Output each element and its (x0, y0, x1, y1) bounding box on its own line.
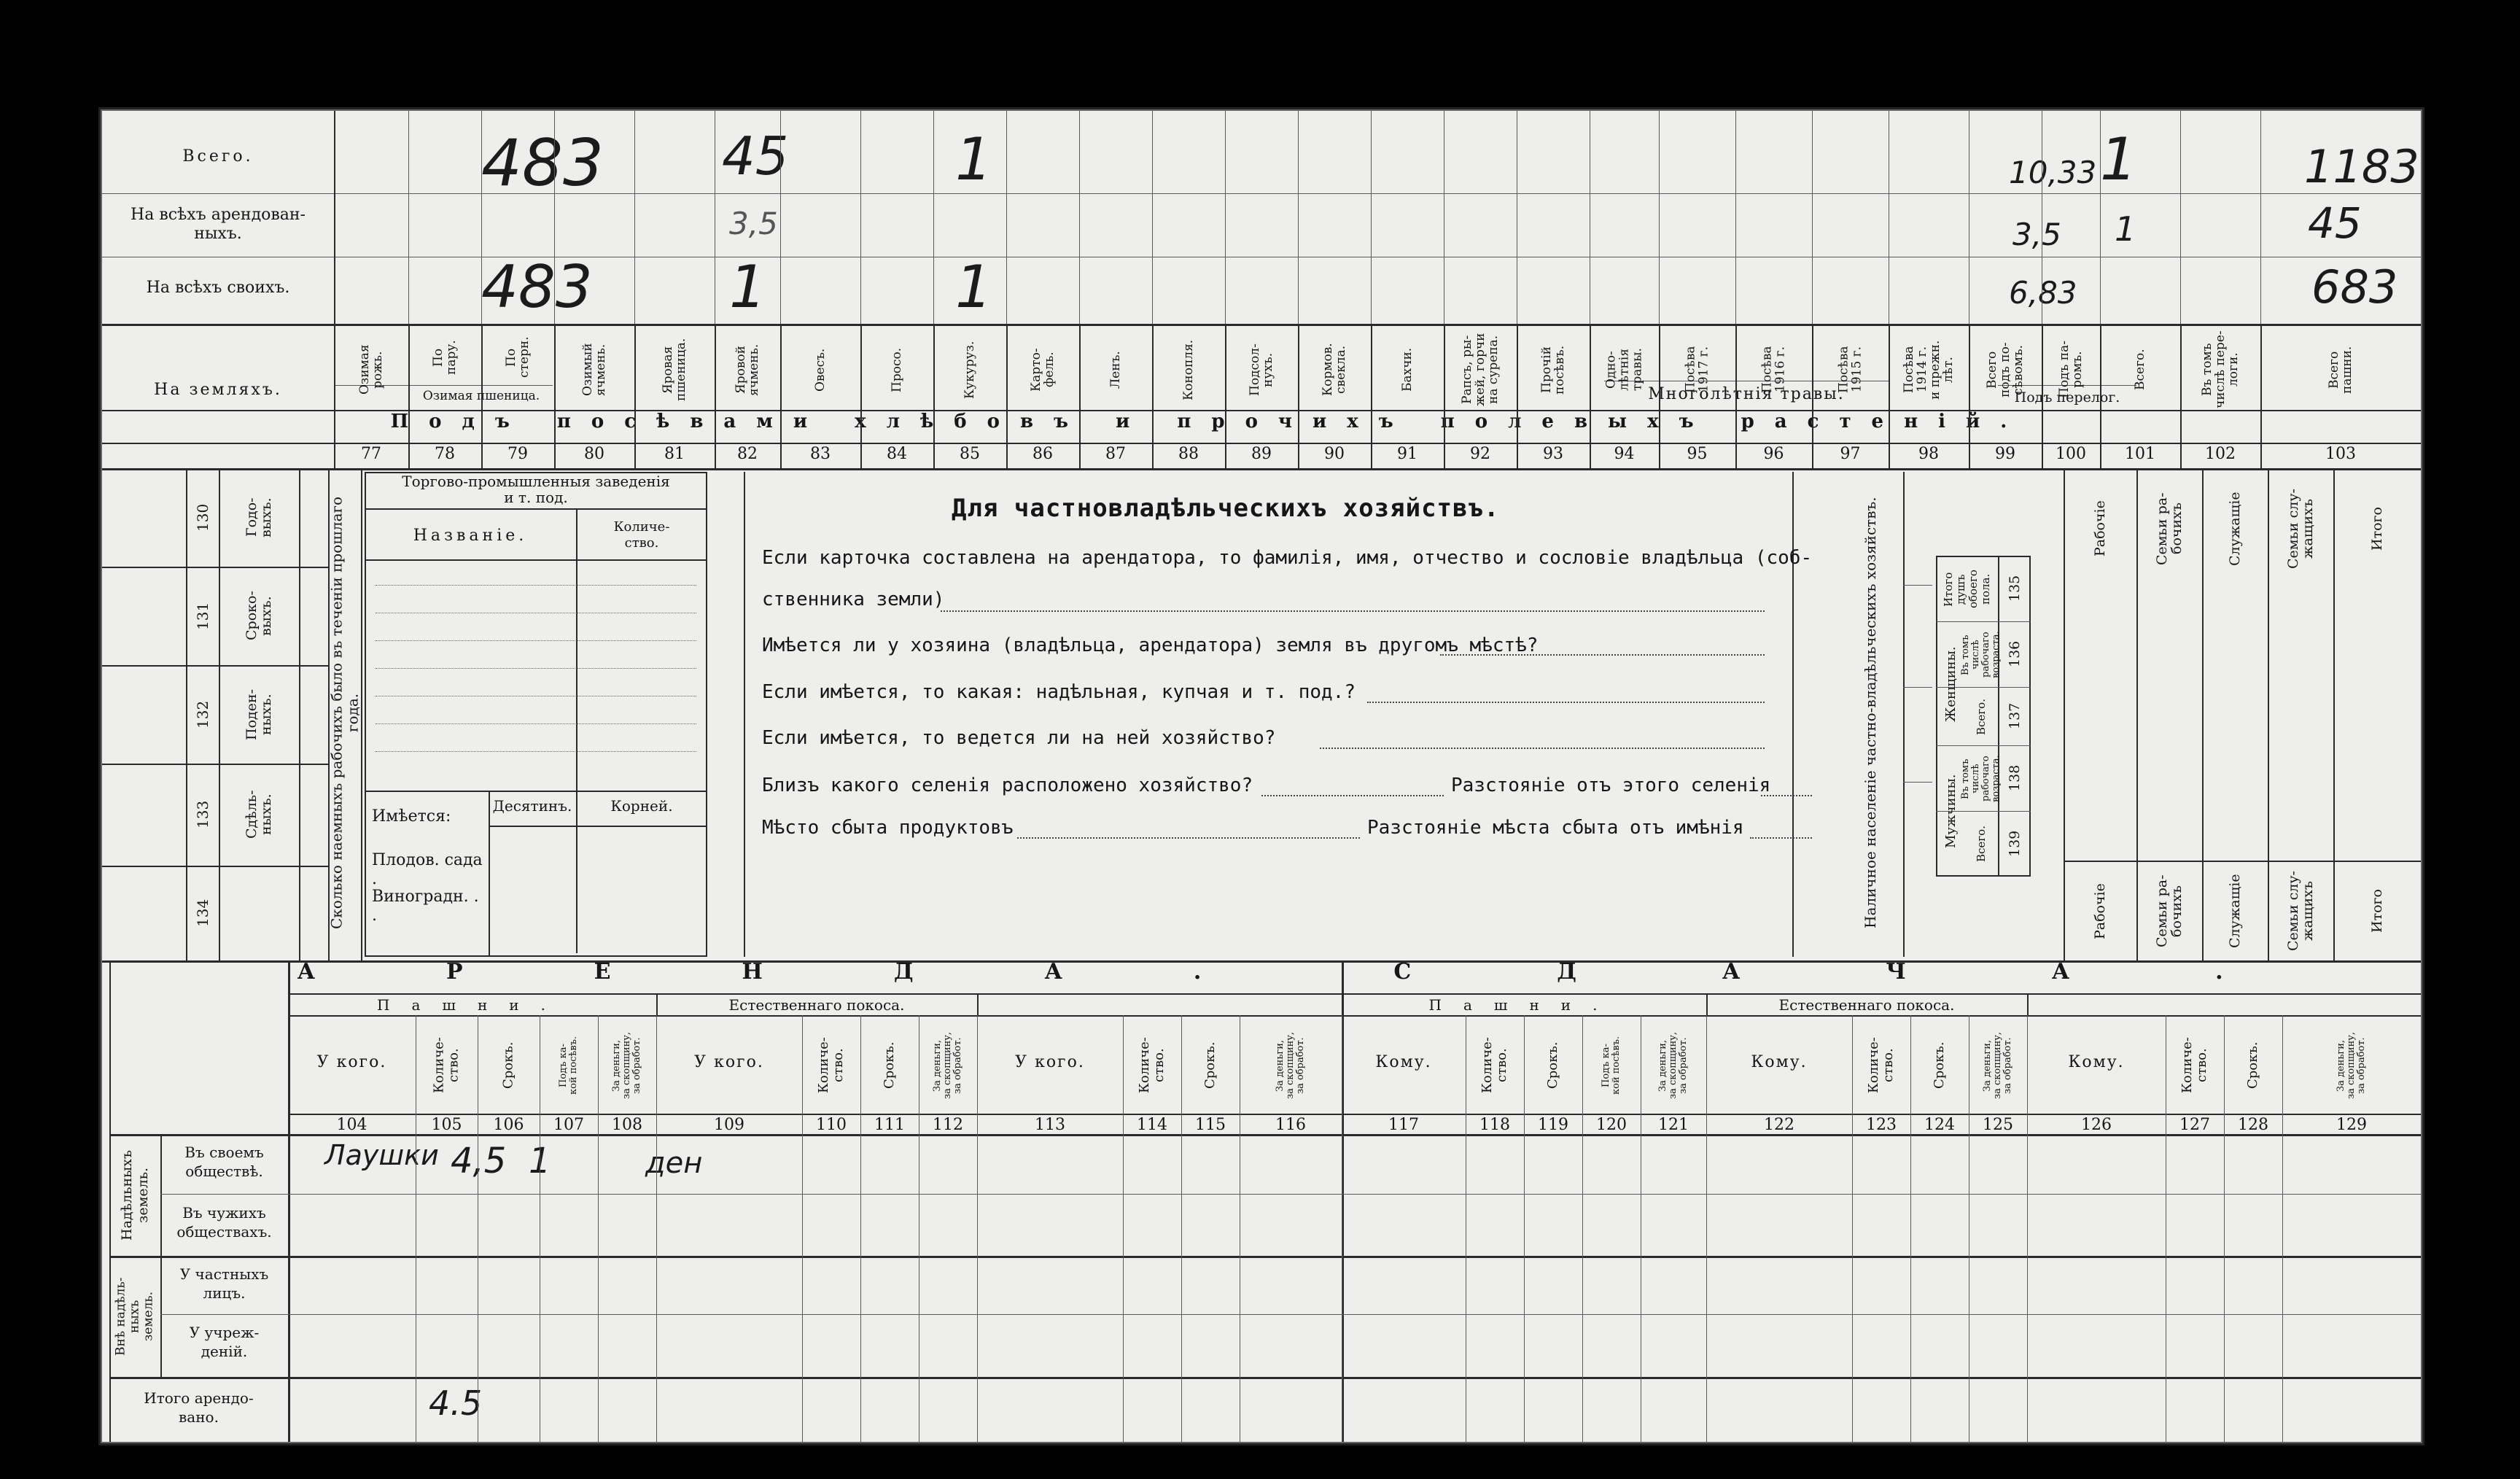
answer-village[interactable] (1261, 795, 1444, 796)
hw-svoikh-posev: 6,83 (2009, 275, 2077, 311)
top-col-num-99: 99 (1995, 445, 2015, 463)
lease-header-123: Количе- ство. (1866, 1037, 1896, 1094)
top-col-num-85: 85 (960, 445, 980, 463)
lease-col-num-120: 120 (1596, 1116, 1627, 1134)
hw-arend-posev: 3,5 (2012, 217, 2061, 252)
row-label-svoikh: На всѣхъ своихъ. (146, 279, 290, 297)
vinogradn-label: Виноградн. . . (372, 888, 479, 925)
lease-col-num-121: 121 (1658, 1116, 1689, 1134)
crop-header-88: Конопля. (1181, 339, 1196, 400)
lease-col-num-124: 124 (1924, 1116, 1955, 1134)
personnel-col-top-0: Рабочіе (2092, 500, 2108, 557)
top-col-num-83: 83 (810, 445, 831, 463)
personnel-col-top-1: Семьи ра- бочихъ (2154, 492, 2185, 565)
lease-header-108: За деньги, за скопщину, за обработ. (611, 1031, 642, 1100)
arenda-title: АРЕНДА. (297, 959, 1333, 985)
lease-col-num-113: 113 (1035, 1116, 1065, 1134)
row-chuzhikh-obshchestvakh: Въ чужихъ обществахъ. (176, 1204, 272, 1241)
pop-col-num-137: 137 (2007, 702, 2023, 730)
lease-col-num-127: 127 (2179, 1116, 2210, 1134)
top-col-num-92: 92 (1470, 445, 1490, 463)
crop-header-81: Яровая пшеница. (661, 338, 688, 402)
top-col-num-78: 78 (435, 445, 455, 463)
hw-lease-pay: ден (645, 1146, 703, 1180)
crop-header-101: Всего. (2133, 349, 2147, 391)
top-col-num-89: 89 (1251, 445, 1272, 463)
answer-other-land[interactable] (1440, 654, 1765, 656)
lease-header-119: Срокъ. (1545, 1041, 1560, 1090)
hired-col-num-131: 131 (194, 602, 211, 630)
lease-col-num-110: 110 (816, 1116, 847, 1134)
top-col-num-103: 103 (2325, 445, 2356, 463)
crop-header-95: Посѣва 1917 г. (1683, 346, 1711, 394)
answer-owner[interactable] (941, 610, 1765, 612)
personnel-col-bottom-4: Итого (2369, 889, 2385, 933)
sdacha-title: СДАЧА. (1393, 959, 2369, 985)
hired-col-num-134: 134 (194, 898, 211, 928)
hw-lease-qty: 4,5 (451, 1141, 507, 1181)
question-other-land: Имѣется ли у хозяина (владѣльца, арендатора) земля въ другомъ мѣстѣ? (762, 634, 1539, 656)
crop-header-83: Овесъ. (813, 348, 828, 392)
personnel-col-bottom-3: Семьи слу- жащихъ (2285, 871, 2316, 952)
top-col-num-91: 91 (1397, 445, 1418, 463)
row-chastnykh-lits: У частныхъ лицъ. (179, 1265, 269, 1302)
zhenshchiny-label: Женщины. (1943, 646, 1959, 722)
lease-header-107: Подъ ка- кой посѣвъ. (558, 1036, 579, 1095)
crop-header-86: Карто- фель. (1029, 348, 1057, 392)
hw-svoikh-kukuruza: 1 (955, 253, 992, 321)
crop-header-100: Подъ па- ромъ. (2057, 341, 2085, 399)
lease-col-num-111: 111 (874, 1116, 905, 1134)
hired-col-num-130: 130 (194, 503, 211, 532)
lease-header-113: У кого. (1015, 1053, 1085, 1071)
lease-col-num-114: 114 (1137, 1116, 1167, 1134)
hw-vsego-ozimaya: 483 (481, 125, 604, 201)
lease-header-112: За деньги, за скопщину, за обработ. (932, 1031, 963, 1100)
lease-header-104: У кого. (316, 1053, 387, 1071)
lease-header-122: Кому. (1751, 1053, 1808, 1071)
top-col-num-90: 90 (1324, 445, 1345, 463)
crop-header-82: Яровой ячмень. (734, 343, 761, 396)
top-col-num-100: 100 (2056, 445, 2086, 463)
lease-col-num-122: 122 (1764, 1116, 1794, 1134)
lease-col-num-112: 112 (933, 1116, 963, 1134)
nazvanie-header: Названіе. (413, 527, 528, 545)
lease-header-116: За деньги, за скопщину, за обработ. (1275, 1031, 1306, 1100)
crop-header-89: Подсол- нухъ. (1248, 343, 1275, 396)
crop-header-98: Посѣва 1914 г. и прежн. лѣт. (1902, 340, 1956, 400)
lease-col-num-123: 123 (1866, 1116, 1897, 1134)
crop-header-78: По пару. (431, 340, 459, 375)
row-uchrezhdeniy: У учреж- деній. (189, 1324, 260, 1360)
lease-col-num-118: 118 (1479, 1116, 1510, 1134)
hired-col-label-133: Сдѣль- ныхъ. (244, 790, 274, 839)
top-col-num-80: 80 (584, 445, 604, 463)
crop-header-91: Бахчи. (1400, 347, 1415, 392)
hired-col-label-130: Годо- выхъ. (244, 497, 274, 537)
lease-header-106: Срокъ. (500, 1041, 516, 1090)
lease-col-num-128: 128 (2238, 1116, 2268, 1134)
question-owner-line-1: Если карточка составлена на арендатора, то фамилія, имя, отчество и сословіе владѣльца (соб- (762, 547, 1813, 569)
lease-col-num-107: 107 (553, 1116, 584, 1134)
top-col-num-81: 81 (664, 445, 685, 463)
crop-header-90: Кормов. свекла. (1321, 343, 1348, 397)
top-col-num-101: 101 (2125, 445, 2155, 463)
top-col-num-96: 96 (1763, 445, 1784, 463)
itogo-dush-label: Итого душъ обоего пола. (1942, 570, 1992, 609)
lease-header-126: Кому. (2068, 1053, 2125, 1071)
hw-vsego-posev: 10,33 (2009, 155, 2097, 190)
crop-header-93: Прочій посѣвъ. (1539, 345, 1567, 395)
lease-col-num-116: 116 (1275, 1116, 1306, 1134)
crop-header-85: Кукуруз. (962, 341, 977, 399)
row-itogo-arendovano: Итого арендо- вано. (144, 1389, 254, 1426)
hw-lease-term: 1 (529, 1141, 551, 1181)
answer-market-distance[interactable] (1750, 837, 1812, 839)
lease-group-pokos-1: Естественнаго покоса. (728, 996, 905, 1014)
hw-vsego-kukuruza: 1 (955, 125, 992, 193)
hw-arend-par: 1 (2115, 209, 2136, 249)
lease-header-128: Срокъ. (2245, 1041, 2260, 1090)
ozimaya-pshenitsa-label: Озимая пшеница. (422, 389, 540, 403)
top-col-num-77: 77 (361, 445, 381, 463)
census-card-sheet (101, 109, 2422, 1443)
hw-arend-pashni: 45 (2308, 198, 2362, 248)
top-col-num-87: 87 (1105, 445, 1126, 463)
personnel-col-top-4: Итого (2369, 507, 2385, 551)
pop-col-num-135: 139 (2007, 830, 2023, 858)
lease-header-129: За деньги, за скопщину, за обработ. (2336, 1031, 2367, 1100)
crop-header-94: Одно- лѣтнія травы. (1603, 348, 1645, 392)
lease-header-124: Срокъ. (1932, 1041, 1947, 1090)
question-land-type: Если имѣется, то какая: надѣльная, купчая и т. под.? (762, 681, 1356, 703)
muzhchiny-label: Мужчины. (1943, 774, 1959, 848)
hw-svoikh-ozimaya: 483 (481, 253, 593, 321)
top-col-num-98: 98 (1918, 445, 1939, 463)
top-col-num-88: 88 (1178, 445, 1199, 463)
top-col-num-97: 97 (1840, 445, 1861, 463)
row-label-vsego: Всего. (182, 147, 254, 166)
naemnye-label: Сколько наемныхъ рабочихъ было въ теченіи прошлаго года. (327, 496, 362, 929)
answer-village-distance[interactable] (1761, 795, 1812, 796)
lease-header-125: За деньги, за скопщину, за обработ. (1982, 1031, 2013, 1100)
hired-col-num-133: 133 (194, 800, 211, 829)
hw-vsego-pashni: 1183 (2304, 140, 2419, 193)
top-col-num-86: 86 (1032, 445, 1053, 463)
row-label-arendovannykh: На всѣхъ арендован- ныхъ. (131, 206, 306, 243)
desyatin-header: Десятинъ. (492, 797, 572, 815)
top-col-num-79: 79 (508, 445, 528, 463)
hw-vsego-par: 1 (2100, 125, 2137, 193)
lease-group-pashni-0: Пашни. (377, 996, 567, 1014)
lease-col-num-109: 109 (714, 1116, 744, 1134)
lease-header-110: Количе- ство. (816, 1037, 846, 1094)
question-village: Близъ какого селенія расположено хозяйство? (762, 775, 1253, 796)
hired-col-label-131: Сроко- выхъ. (244, 591, 274, 641)
top-col-num-93: 93 (1543, 445, 1563, 463)
top-col-num-82: 82 (737, 445, 758, 463)
lease-header-127: Количе- ство. (2179, 1037, 2209, 1094)
lease-header-114: Количе- ство. (1137, 1037, 1167, 1094)
lease-col-num-115: 115 (1195, 1116, 1226, 1134)
nadelnye-label: Надѣльныхъ земель. (119, 1149, 151, 1241)
crop-header-99: Всего подъ по- сѣвомъ. (1985, 342, 2026, 397)
imeetsya-label: Имѣется: (372, 807, 451, 826)
question-farming: Если имѣется, то ведется ли на ней хозяйство? (762, 727, 1276, 749)
crop-header-79: По стерн. (504, 336, 532, 379)
row-label-na-zemlyakh: На земляхъ. (154, 381, 282, 399)
crop-header-96: Посѣва 1916 г. (1759, 346, 1788, 394)
lease-header-115: Срокъ. (1202, 1041, 1218, 1090)
answer-farming[interactable] (1320, 748, 1765, 749)
lease-col-num-106: 106 (493, 1116, 524, 1134)
lease-header-120: Подъ ка- кой посѣвъ. (1601, 1036, 1622, 1095)
crop-header-97: Посѣва 1915 г. (1836, 346, 1864, 394)
posevy-label: Подъ посѣвами хлѣбовъ и прочихъ полевыхъ растеній. (390, 411, 2028, 432)
hired-col-label-134 (220, 869, 298, 957)
pod-pereleg-label: Подъ перелог. (2014, 389, 2120, 405)
mnogoletnie-travy-label: Многолѣтнія травы. (1648, 385, 1845, 403)
crop-header-87: Ленъ. (1108, 351, 1123, 389)
torg-title: Торгово-промышленныя заведенія и т. под. (402, 473, 670, 506)
crop-header-84: Просо. (890, 347, 904, 392)
hw-vsego-yarovoy: 45 (722, 125, 789, 187)
vne-nadelnykh-label: Внѣ надѣль- ныхъ земель. (113, 1277, 156, 1356)
lease-col-num-125: 125 (1983, 1116, 2013, 1134)
lease-header-118: Количе- ство. (1479, 1037, 1509, 1094)
nalichnoe-label: Наличное населеніе частно-владѣльческихъ хозяйствъ. (1862, 497, 1879, 928)
hw-svoikh-pashni: 683 (2311, 260, 2398, 314)
answer-land-type[interactable] (1367, 702, 1765, 703)
hw-lease-who: Лаушки (324, 1139, 439, 1171)
zhenshchiny-vsego-label: Всего. (1975, 699, 1988, 735)
answer-market[interactable] (1017, 837, 1360, 839)
crop-header-77: Озимая рожь. (357, 344, 385, 395)
hw-lease-total: 4.5 (429, 1383, 483, 1423)
personnel-col-top-2: Служащіе (2227, 492, 2243, 566)
top-col-num-94: 94 (1614, 445, 1635, 463)
question-market: Мѣсто сбыта продуктовъ (762, 817, 1014, 839)
crop-header-92: Рапсъ, ры- жей, горчи на сурепа. (1460, 333, 1501, 407)
kolichestvo-header: Количе- ство. (613, 519, 670, 551)
lease-header-121: За деньги, за скопщину, за обработ. (1657, 1031, 1689, 1100)
personnel-col-bottom-0: Рабочіе (2092, 883, 2108, 939)
muzhchiny-v-tom-label: Въ томъ числѣ рабочаго возраста. (1960, 755, 2002, 803)
lease-col-num-108: 108 (612, 1116, 642, 1134)
lease-header-105: Количе- ство. (431, 1037, 462, 1094)
zhenshchiny-v-tom-label: Въ томъ числѣ рабочаго возраста. (1960, 631, 2002, 679)
muzhchiny-vsego-label: Всего. (1975, 826, 1988, 862)
top-col-num-95: 95 (1687, 445, 1708, 463)
lease-header-109: У кого. (694, 1053, 764, 1071)
hired-col-label-132: Поден- ныхъ. (244, 688, 274, 740)
pop-col-num-136: 138 (2007, 764, 2023, 792)
lease-header-117: Кому. (1375, 1053, 1432, 1071)
lease-col-num-119: 119 (1538, 1116, 1568, 1134)
row-svoem-obshchestve: Въ своемъ обществѣ. (184, 1144, 264, 1180)
question-market-distance: Разстояніе мѣста сбыта отъ имѣнія (1367, 817, 1744, 839)
personnel-col-bottom-1: Семьи ра- бочихъ (2154, 874, 2185, 948)
lease-col-num-105: 105 (431, 1116, 462, 1134)
hw-svoikh-yarovoy: 1 (729, 253, 766, 321)
plodov-sada-label: Плодов. сада . (372, 851, 483, 888)
pop-col-num-138: 136 (2007, 640, 2023, 668)
lease-header-111: Срокъ. (882, 1041, 897, 1090)
lease-col-num-129: 129 (2336, 1116, 2367, 1134)
pop-col-num-139: 135 (2007, 575, 2023, 602)
hw-arend-1: 3,5 (729, 206, 778, 241)
private-farms-heading: Для частновладѣльческихъ хозяйствъ. (952, 494, 1500, 523)
crop-header-103: Всего пашни. (2327, 346, 2354, 394)
personnel-col-top-3: Семьи слу- жащихъ (2285, 489, 2316, 569)
lease-col-num-126: 126 (2081, 1116, 2112, 1134)
top-col-num-84: 84 (887, 445, 907, 463)
crop-header-102: Въ томъ числѣ пере- логи. (2200, 330, 2241, 409)
question-owner-line-2: ственника земли) (762, 589, 945, 610)
question-village-distance: Разстояніе отъ этого селенія (1451, 775, 1771, 796)
personnel-col-bottom-2: Служащіе (2227, 874, 2243, 949)
lease-group-pashni-2: Пашни. (1428, 996, 1619, 1014)
lease-group-pokos-3: Естественнаго покоса. (1778, 996, 1955, 1014)
crop-header-80: Озимый ячмень. (580, 343, 608, 397)
korney-header: Корней. (610, 797, 673, 815)
lease-col-num-117: 117 (1388, 1116, 1419, 1134)
lease-col-num-104: 104 (336, 1116, 368, 1134)
top-col-num-102: 102 (2205, 445, 2236, 463)
hired-col-num-132: 132 (194, 700, 211, 729)
